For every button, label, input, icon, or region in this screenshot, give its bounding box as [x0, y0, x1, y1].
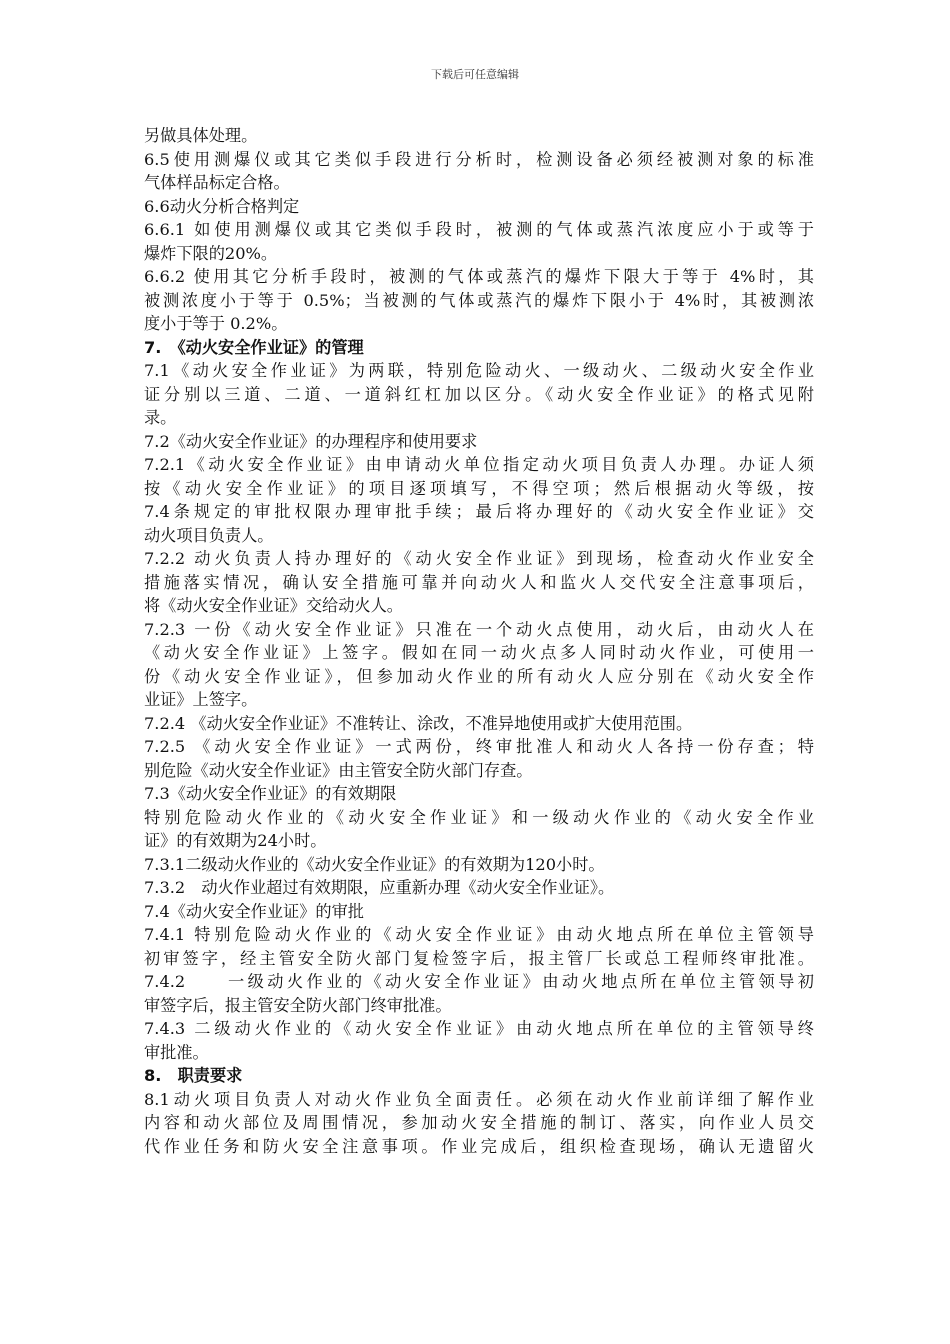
text-line: 7.4.1 特别危险动火作业的《动火安全作业证》由动火地点所在单位主管领导	[144, 925, 814, 944]
text-line: 份《动火安全作业证》，但参加动火作业的所有动火人应分别在《动火安全作	[144, 666, 814, 686]
document-body	[144, 124, 814, 1158]
text-line: 按《动火安全作业证》的项目逐项填写，不得空项；然后根据动火等级，按	[144, 478, 814, 498]
text-line: 7.2.5 《动火安全作业证》一式两份，终审批准人和动火人各持一份存查；特	[144, 737, 814, 756]
text-line: 动火项目负责人。	[144, 525, 274, 545]
text-line: 审签字后，报主管安全防火部门终审批准。	[144, 995, 452, 1015]
text-line: 7.3.1二级动火作业的《动火安全作业证》的有效期为120小时。	[144, 854, 605, 874]
page-header-note: 下载后可任意编辑	[431, 68, 519, 81]
section-heading: 7. 《动火安全作业证》的管理	[144, 337, 364, 357]
text-line: 7.4.3 二级动火作业的《动火安全作业证》由动火地点所在单位的主管领导终	[144, 1019, 814, 1038]
text-line: 7.3《动火安全作业证》的有效期限	[144, 784, 397, 803]
text-line: 6.5使用测爆仪或其它类似手段进行分析时，检测设备必须经被测对象的标准	[144, 149, 814, 169]
text-line: 证》的有效期为24小时。	[144, 831, 327, 850]
text-line: 6.6.2 使用其它分析手段时，被测的气体或蒸汽的爆炸下限大于等于 4%时，其	[144, 267, 814, 286]
text-line: 7.3.2 动火作业超过有效期限，应重新办理《动火安全作业证》。	[144, 878, 615, 897]
text-line: 初审签字，经主管安全防火部门复检签字后，报主管厂长或总工程师终审批准。	[144, 948, 814, 968]
text-line: 7.4.2 一级动火作业的《动火安全作业证》由动火地点所在单位主管领导初	[144, 972, 814, 991]
text-line: 7.2.2 动火负责人持办理好的《动火安全作业证》到现场，检查动火作业安全	[144, 549, 814, 568]
text-line: 录。	[144, 408, 177, 427]
text-line: 气体样品标定合格。	[144, 173, 290, 192]
text-line: 业证》上签字。	[144, 690, 258, 709]
text-line: 7.4《动火安全作业证》的审批	[144, 901, 364, 921]
text-line: 7.4条规定的审批权限办理审批手续；最后将办理好的《动火安全作业证》交	[144, 502, 814, 521]
text-line: 7.2《动火安全作业证》的办理程序和使用要求	[144, 431, 478, 451]
text-line: 《动火安全作业证》上签字。假如在同一动火点多人同时动火作业，可使用一	[144, 643, 814, 662]
text-line: 审批准。	[144, 1042, 209, 1062]
text-line: 将《动火安全作业证》交给动火人。	[144, 596, 403, 615]
text-line: 代作业任务和防火安全注意事项。作业完成后，组织检查现场，确认无遗留火	[144, 1136, 814, 1156]
text-line: 6.6.1 如使用测爆仪或其它类似手段时，被测的气体或蒸汽浓度应小于或等于	[144, 220, 814, 239]
text-line: 被测浓度小于等于 0.5%；当被测的气体或蒸汽的爆炸下限小于 4%时，其被测浓	[144, 290, 814, 310]
text-line: 8.1动火项目负责人对动火作业负全面责任。必须在动火作业前详细了解作业	[144, 1089, 814, 1109]
text-line: 7.1《动火安全作业证》为两联，特别危险动火、一级动火、二级动火安全作业	[144, 361, 814, 380]
text-line: 证分别以三道、二道、一道斜红杠加以区分。《动火安全作业证》的格式见附	[144, 384, 814, 404]
text-line: 7.2.1《动火安全作业证》由申请动火单位指定动火项目负责人办理。办证人须	[144, 455, 814, 474]
text-line: 7.2.3 一份《动火安全作业证》只准在一个动火点使用，动火后，由动火人在	[144, 619, 814, 639]
text-line: 度小于等于 0.2%。	[144, 314, 288, 333]
text-line: 7.2.4 《动火安全作业证》不准转让、涂改，不准异地使用或扩大使用范围。	[144, 713, 693, 733]
text-line: 内容和动火部位及周围情况，参加动火安全措施的制订、落实，向作业人员交	[144, 1113, 814, 1132]
text-line: 6.6动火分析合格判定	[144, 196, 300, 216]
text-line: 爆炸下限的20%。	[144, 243, 278, 263]
text-line: 别危险《动火安全作业证》由主管安全防火部门存查。	[144, 760, 533, 780]
text-line: 措施落实情况，确认安全措施可靠并向动火人和监火人交代安全注意事项后，	[144, 572, 814, 592]
text-line: 特别危险动火作业的《动火安全作业证》和一级动火作业的《动火安全作业	[144, 807, 814, 827]
section-heading: 8. 职责要求	[144, 1066, 243, 1085]
text-line: 另做具体处理。	[144, 126, 258, 145]
